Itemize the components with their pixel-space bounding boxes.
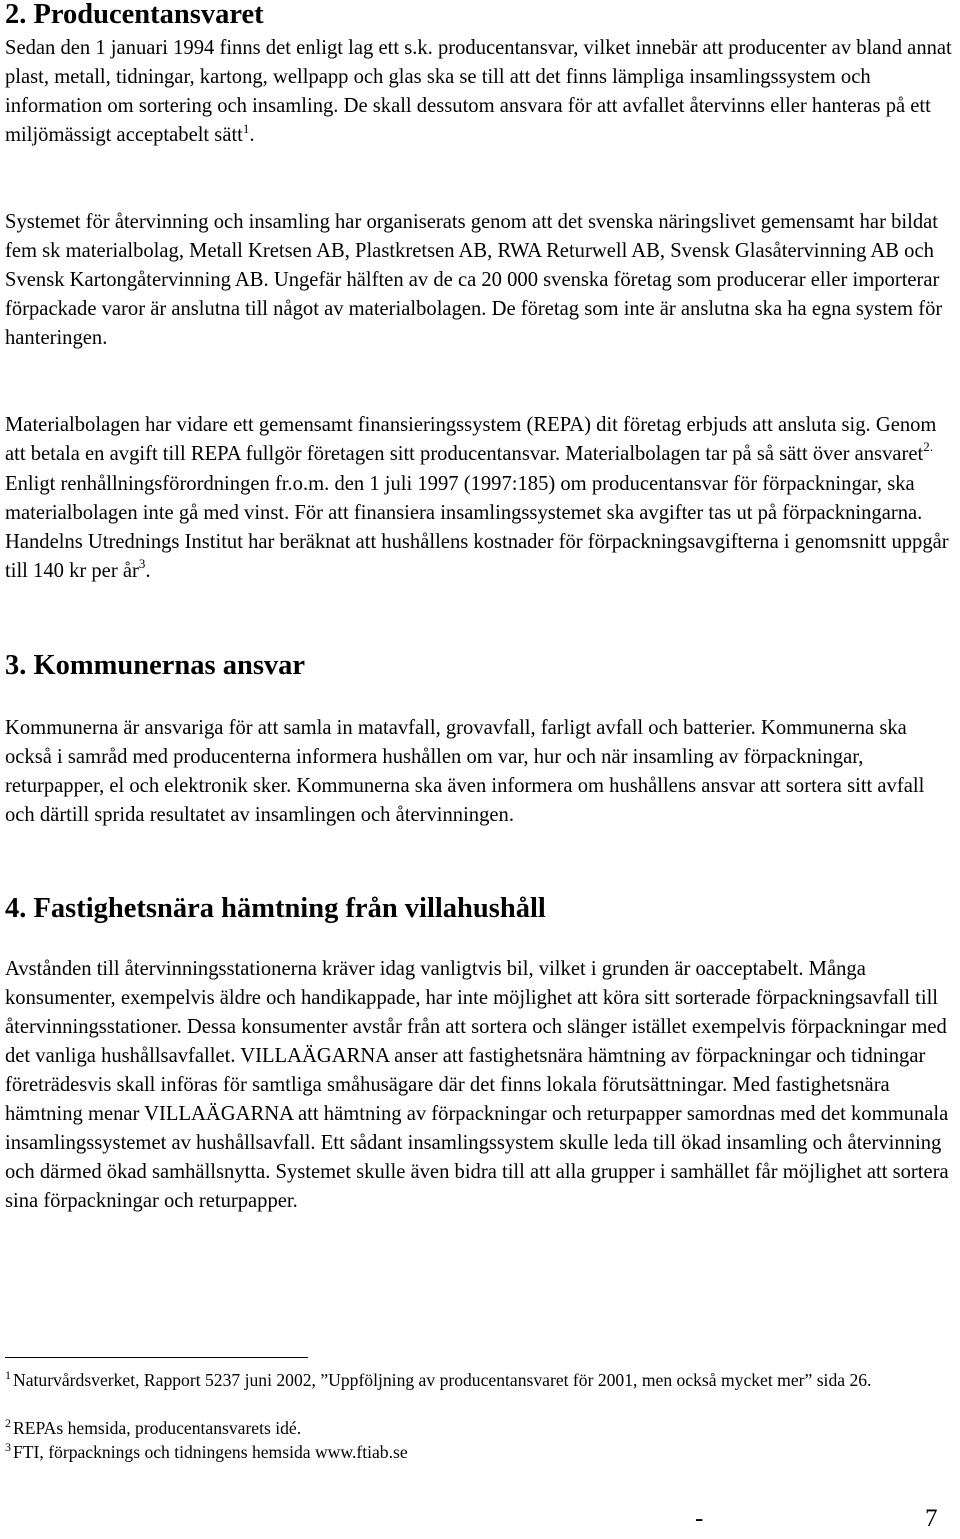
paragraph-text: Sedan den 1 januari 1994 finns det enligt lag ett s.k. producentansvar, vilket innebär att producenter av bland annat plast, metall, tidningar, kartong, wellpapp och glas ska se till att det finns lämpliga insamlingssystem och information om sortering och insamling. De skall dessutom ansvara för att avfallet återvinns eller hanteras på ett miljömässigt acceptabelt sätt xyxy=(5,37,952,146)
footnote-text: Naturvårdsverket, Rapport 5237 juni 2002, ”Uppföljning av producentansvaret för 2001, men också mycket mer” sida 26. xyxy=(13,1370,872,1390)
page-number xyxy=(695,1505,938,1533)
footnote-ref[interactable]: 1 xyxy=(242,121,250,136)
footnote-divider xyxy=(5,1357,308,1358)
paragraph-end: . xyxy=(249,124,255,146)
footnote-text: REPAs hemsida, producentansvarets idé. xyxy=(13,1418,302,1438)
paragraph-repa xyxy=(5,411,960,587)
paragraph-text: Enligt renhållningsförordningen fr.o.m. den 1 juli 1997 (1997:185) om producentansvar för förpackningar, ska materialbolagen inte gå med vinst. För att finansiera insamlingssystemet ska avgifter tas ut på förpackningarna. Handelns Utrednings Institut har beräknat att hushållens kostnader för förpackningsavgifterna i genomsnitt uppgår till 140 kr per år xyxy=(5,473,949,582)
paragraph-text: Materialbolagen har vidare ett gemensamt finansieringssystem (REPA) dit företag erbjuds att ansluta sig. Genom att betala en avgift till REPA fullgör företagen sitt producentansvar. Materialbolagen tar på så sätt över ansvaret xyxy=(5,414,937,465)
footnote-number: 3 xyxy=(5,1440,11,1454)
section-heading: 3. Kommunernas ansvar xyxy=(5,650,306,681)
footnote-text: FTI, förpacknings och tidningens hemsida www.ftiab.se xyxy=(13,1442,408,1462)
footnote-ref[interactable]: 2. xyxy=(923,439,933,454)
footnote-number: 2 xyxy=(5,1416,11,1430)
page-dash: - xyxy=(695,1505,704,1532)
footnote-ref[interactable]: 3 xyxy=(138,556,146,571)
footnote xyxy=(5,1442,408,1465)
footnote-number: 1 xyxy=(5,1368,11,1382)
paragraph-villa: Avstånden till återvinningsstationerna kräver idag vanligtvis bil, vilket i grunden är oacceptabelt. Många konsumenter, exempelvis äldre och handikappade, har inte möjlighet att köra sitt sorterade förpackningsavfall till återvinningsstationer. Dessa konsumenter avstår från att sortera och slänger istället exempelvis förpackningar med det vanliga hushållsavfallet. VILLAÄGARNA anser att fastighetsnära hämtning av förpackningar och tidningar företrädesvis skall införas för samtliga småhusägare där det finns lokala förutsättningar. Med fastighetsnära hämtning menar VILLAÄGARNA att hämtning av förpackningar och returpapper samordnas med det kommunala insamlingssystemet av hushållsavfall. Ett sådant insamlingssystem skulle leda till ökad insamling och återvinning och därmed ökad samhällsnytta. Systemet skulle även bidra till att alla grupper i samhället får möjlighet att sortera sina förpackningar och returpapper. xyxy=(5,958,949,1212)
page-number-value: 7 xyxy=(925,1505,938,1532)
footnote xyxy=(5,1370,945,1393)
paragraph-system: Systemet för återvinning och insamling har organiserats genom att det svenska näringslivet gemensamt har bildat fem sk materialbolag, Metall Kretsen AB, Plastkretsen AB, RWA Returwell AB, Svensk Glasåtervinning AB och Svensk Kartongåtervinning AB. Ungefär hälften av de ca 20 000 svenska företag som producerar eller importerar förpackade varor är anslutna till något av materialbolagen. De företag som inte är anslutna ska ha egna system för hanteringen. xyxy=(5,211,943,349)
paragraph-kommun: Kommunerna är ansvariga för att samla in matavfall, grovavfall, farligt avfall och batterier. Kommunerna ska också i samråd med producenterna informera hushållen om var, hur och när insamling av förpackningar, returpapper, el och elektronik sker. Kommunerna ska även informera om hushållens ansvar att sortera sitt avfall och därtill sprida resultatet av insamlingen och återvinningen. xyxy=(5,717,925,826)
paragraph-end: . xyxy=(145,560,151,582)
section-heading: 4. Fastighetsnära hämtning från villahushåll xyxy=(5,893,546,924)
section-heading: 2. Producentansvaret xyxy=(5,0,264,30)
paragraph-producentansvar xyxy=(5,34,957,151)
footnote xyxy=(5,1418,301,1441)
